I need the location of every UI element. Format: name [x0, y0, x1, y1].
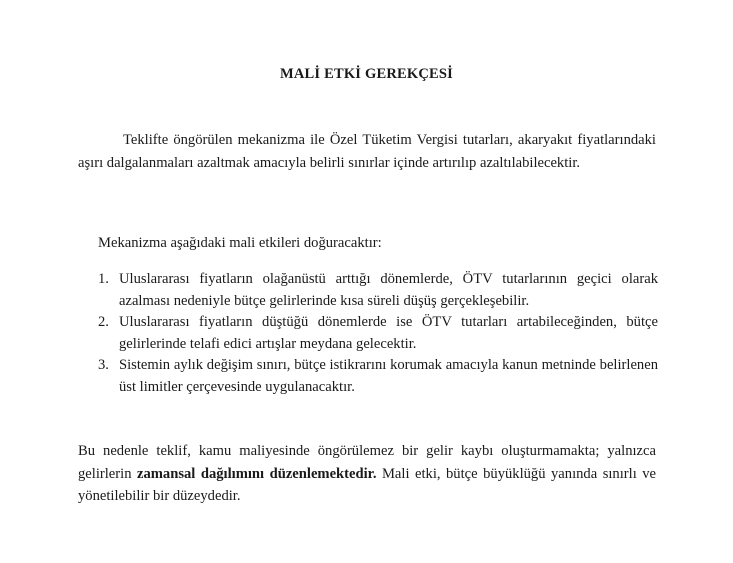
- conclusion-text-end: Mali etki, bütçe büyüklüğü yanında sınırlı ve yönetilebilir bir düzeydedir.: [78, 465, 657, 504]
- document-title: MALİ ETKİ GEREKÇESİ: [279, 66, 453, 82]
- list-item-number: 3.: [98, 357, 109, 373]
- conclusion-bold-text: zamansal dağılımını düzenlemektedir.: [136, 465, 377, 482]
- lead-in-text: Mekanizma aşağıdaki mali etkileri doğuracaktır:: [98, 235, 382, 251]
- conclusion-text-start: Bu nedenle teklif, kamu maliyesinde öngörülemez bir gelir kaybı oluşturmamakta; yalnızca gelirlerin: [78, 443, 656, 482]
- list-item: [98, 355, 658, 398]
- effects-list: [98, 269, 658, 398]
- conclusion-paragraph: [78, 440, 656, 508]
- list-item-number: 2.: [98, 314, 109, 330]
- list-item-text: Uluslararası fiyatların düştüğü dönemlerde ise ÖTV tutarları artabileceğinden, bütçe gelirlerinde telafi edici artışlar meydana gelecektir.: [119, 314, 658, 352]
- list-item: [98, 312, 658, 355]
- list-item-text: Uluslararası fiyatların olağanüstü arttığı dönemlerde, ÖTV tutarlarının geçici olarak azalması nedeniyle bütçe gelirlerinde kısa süreli düşüş gerçekleşebilir.: [119, 271, 658, 309]
- list-item-number: 1.: [98, 271, 109, 287]
- intro-paragraph: Teklifte öngörülen mekanizma ile Özel Tüketim Vergisi tutarları, akaryakıt fiyatlarındaki aşırı dalgalanmaları azaltmak amacıyla belirli sınırlar içinde artırılıp azaltılabilecektir.: [78, 132, 656, 171]
- list-item-text: Sistemin aylık değişim sınırı, bütçe istikrarını korumak amacıyla kanun metninde belirlenen üst limitler çerçevesinde uygulanacaktır.: [119, 357, 658, 395]
- list-item: [98, 269, 658, 312]
